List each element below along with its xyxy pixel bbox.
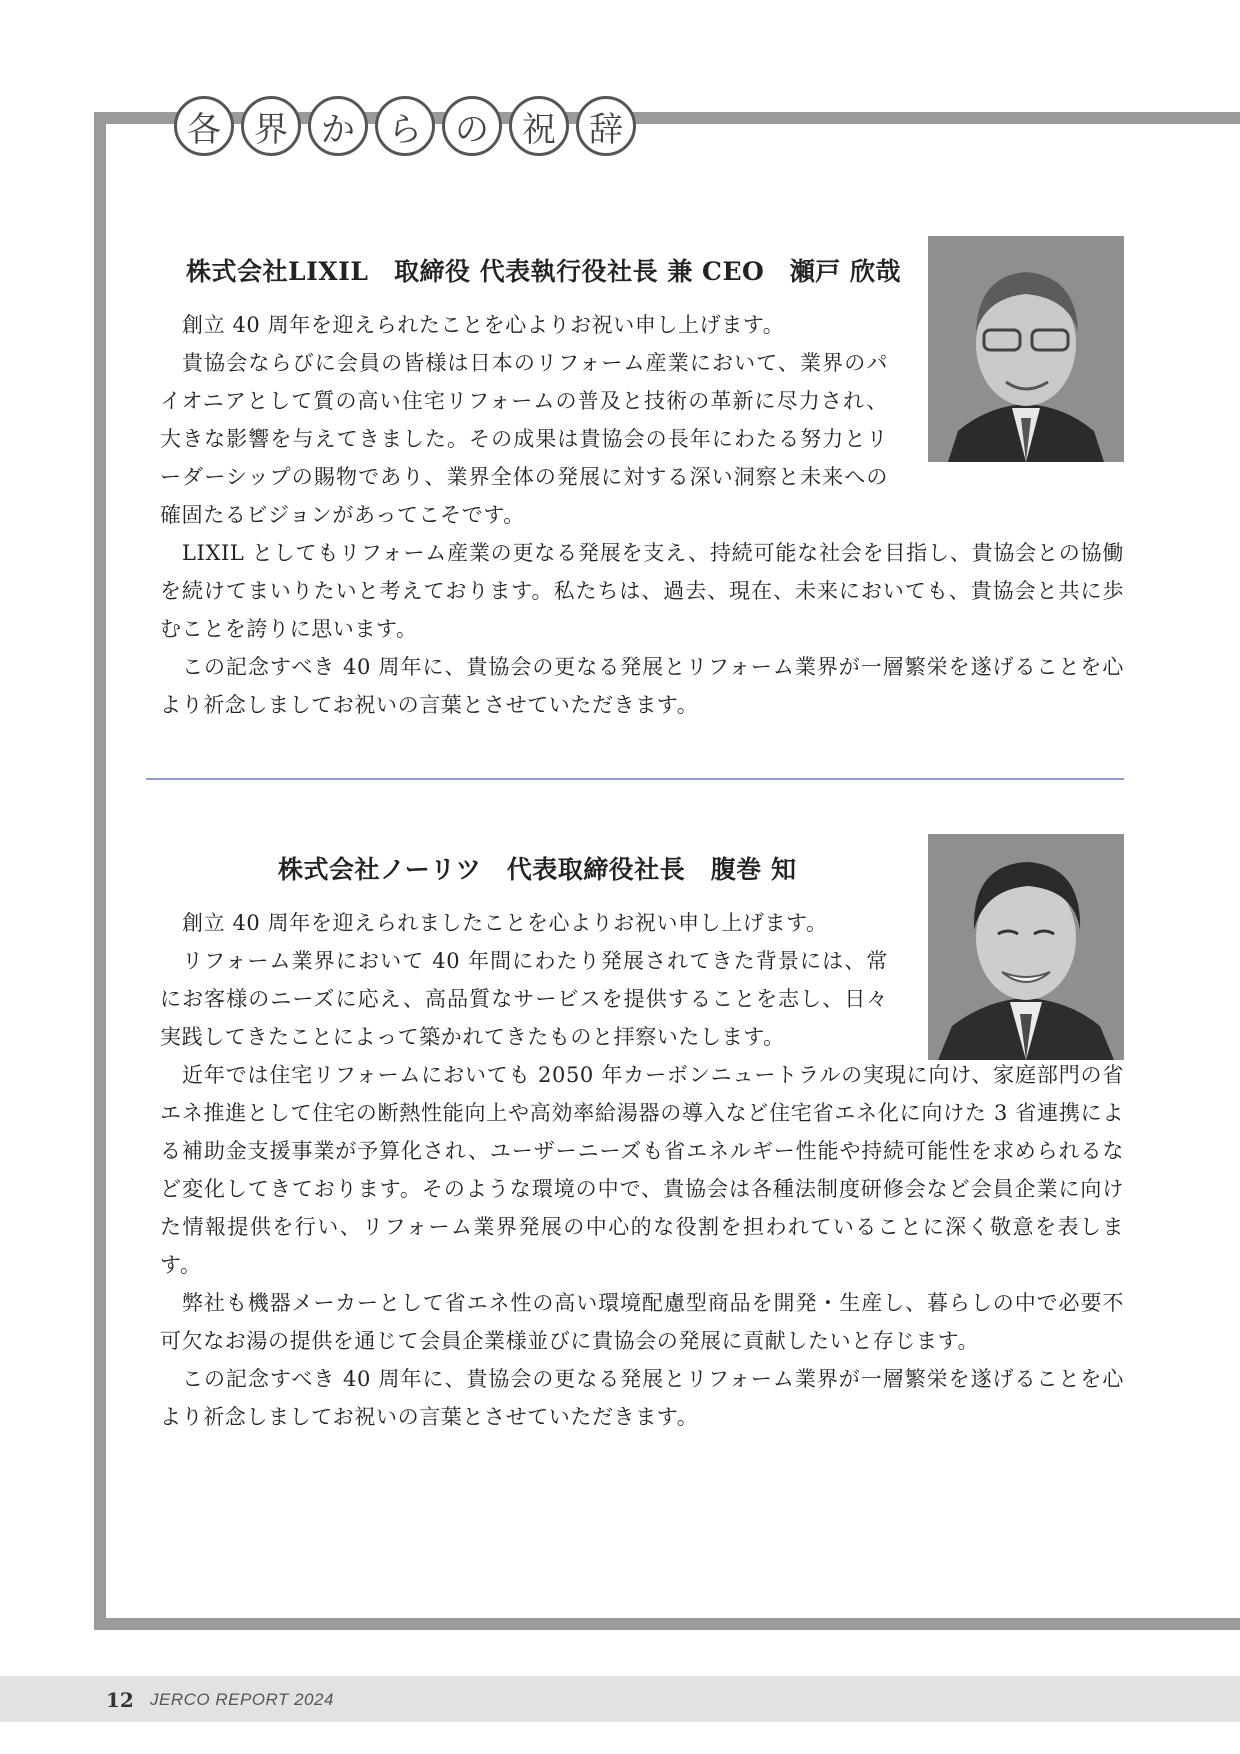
paragraph: この記念すべき 40 周年に、貴協会の更なる発展とリフォーム業界が一層繁栄を遂げることを心より祈念しましてお祝いの言葉とさせていただきます。 [160,1367,1124,1429]
frame-bottom-border [94,1618,1240,1630]
title-char: ら [375,96,435,156]
title-char: か [308,96,368,156]
title-char: 界 [241,96,301,156]
paragraph: 創立 40 周年を迎えられましたことを心よりお祝い申し上げます。 [182,911,828,935]
title-char: 辞 [576,96,636,156]
title-char: の [442,96,502,156]
frame-left-border [94,112,106,1630]
section2-body [160,904,1124,1436]
section1-heading: 株式会社LIXIL 取締役 代表執行役社長 兼 CEO 瀬戸 欣哉 [186,257,901,286]
title-char: 祝 [509,96,569,156]
section-divider [146,778,1124,780]
paragraph: この記念すべき 40 周年に、貴協会の更なる発展とリフォーム業界が一層繁栄を遂げることを心より祈念しましてお祝いの言葉とさせていただきます。 [160,655,1124,717]
paragraph: 貴協会ならびに会員の皆様は日本のリフォーム産業において、業界のパイオニアとして質の高い住宅リフォームの普及と技術の革新に尽力され、大きな影響を与えてきました。その成果は貴協会の長年にわたる努力とリーダーシップの賜物であり、業界全体の発展に対する深い洞察と未来への確固たるビジョンがあってこそです。 [160,351,888,527]
paragraph: リフォーム業界において 40 年間にわたり発展されてきた背景には、常にお客様のニーズに応え、高品質なサービスを提供することを志し、日々実践してきたことによって築かれてきたものと拝察いたします。 [160,949,888,1049]
page-title [174,96,636,154]
section2-heading: 株式会社ノーリツ 代表取締役社長 腹巻 知 [278,855,797,884]
page-number: 12 [106,1688,134,1712]
title-char: 各 [174,96,234,156]
paragraph: 弊社も機器メーカーとして省エネ性の高い環境配慮型商品を開発・生産し、暮らしの中で必要不可欠なお湯の提供を通じて会員企業様並びに貴協会の発展に貢献したいと存じます。 [160,1291,1124,1353]
publication-name: JERCO REPORT 2024 [150,1690,334,1709]
section1-body [160,306,1124,724]
paragraph: LIXIL としてもリフォーム産業の更なる発展を支え、持続可能な社会を目指し、貴協会との協働を続けてまいりたいと考えております。私たちは、過去、現在、未来においても、貴協会と共に歩むことを誇りに思います。 [160,541,1124,641]
paragraph: 創立 40 周年を迎えられたことを心よりお祝い申し上げます。 [182,313,785,337]
paragraph: 近年では住宅リフォームにおいても 2050 年カーボンニュートラルの実現に向け、家庭部門の省エネ推進として住宅の断熱性能向上や高効率給湯器の導入など住宅省エネ化に向けた 3 省連携による補助金支援事業が予算化され、ユーザーニーズも省エネルギー性能や持続可能性を求められるなど変化してきております。そのような環境の中で、貴協会は各種法制度研修会など会員企業に向けた情報提供を行い、リフォーム業界発展の中心的な役割を担われていることに深く敬意を表します。 [160,1063,1124,1277]
